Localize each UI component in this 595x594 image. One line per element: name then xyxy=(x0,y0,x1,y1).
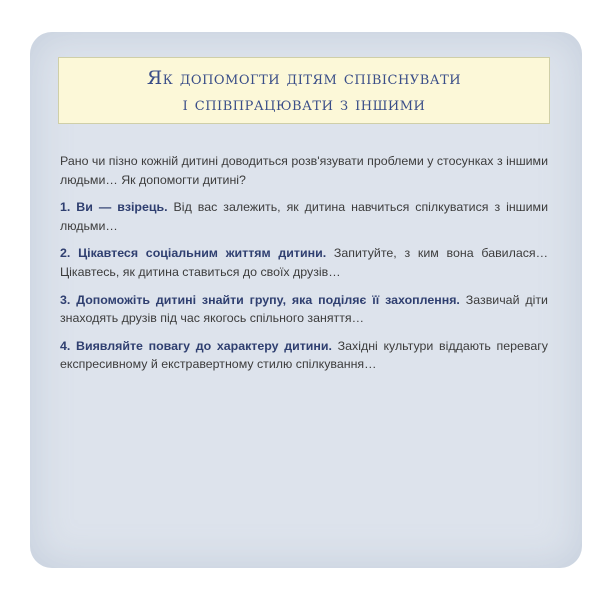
intro-paragraph: Рано чи пізно кожній дитині доводиться розв'язувати проблеми у стосунках з іншими людьми… Як допомогти дитині? xyxy=(60,154,548,187)
page-title-line-2: і співпрацювати з іншими xyxy=(182,92,426,115)
tip-4 xyxy=(60,337,548,374)
tip-3-text: Зазвичай діти знаходять друзів під час якогось спільного заняття… xyxy=(60,292,548,326)
tip-3-heading: 3. Допоможіть дитині знайти групу, яка поділяє її захоплення. xyxy=(60,292,460,307)
tip-2 xyxy=(60,244,548,281)
article-body xyxy=(60,152,548,383)
tip-1-text: Від вас залежить, як дитина навчиться спілкуватися з іншими людьми… xyxy=(60,200,548,233)
tip-1 xyxy=(60,198,548,235)
tip-1-heading: 1. Ви — взірець. xyxy=(60,200,168,215)
tip-4-text: Західні культури віддають перевагу експресивному й екстравертному стилю спілкування… xyxy=(60,338,548,372)
title-box xyxy=(58,57,550,124)
tip-3 xyxy=(60,291,548,328)
tip-2-text: Запитуйте, з ким вона бавилася… Цікавтесь, як дитина ставиться до своїх друзів… xyxy=(60,246,549,279)
tip-4-heading: 4. Виявляйте повагу до характеру дитини. xyxy=(60,338,332,353)
tip-2-heading: 2. Цікавтеся соціальним життям дитини. xyxy=(60,246,327,261)
page-title-line-1: Як допомогти дітям співіснувати xyxy=(146,66,462,89)
